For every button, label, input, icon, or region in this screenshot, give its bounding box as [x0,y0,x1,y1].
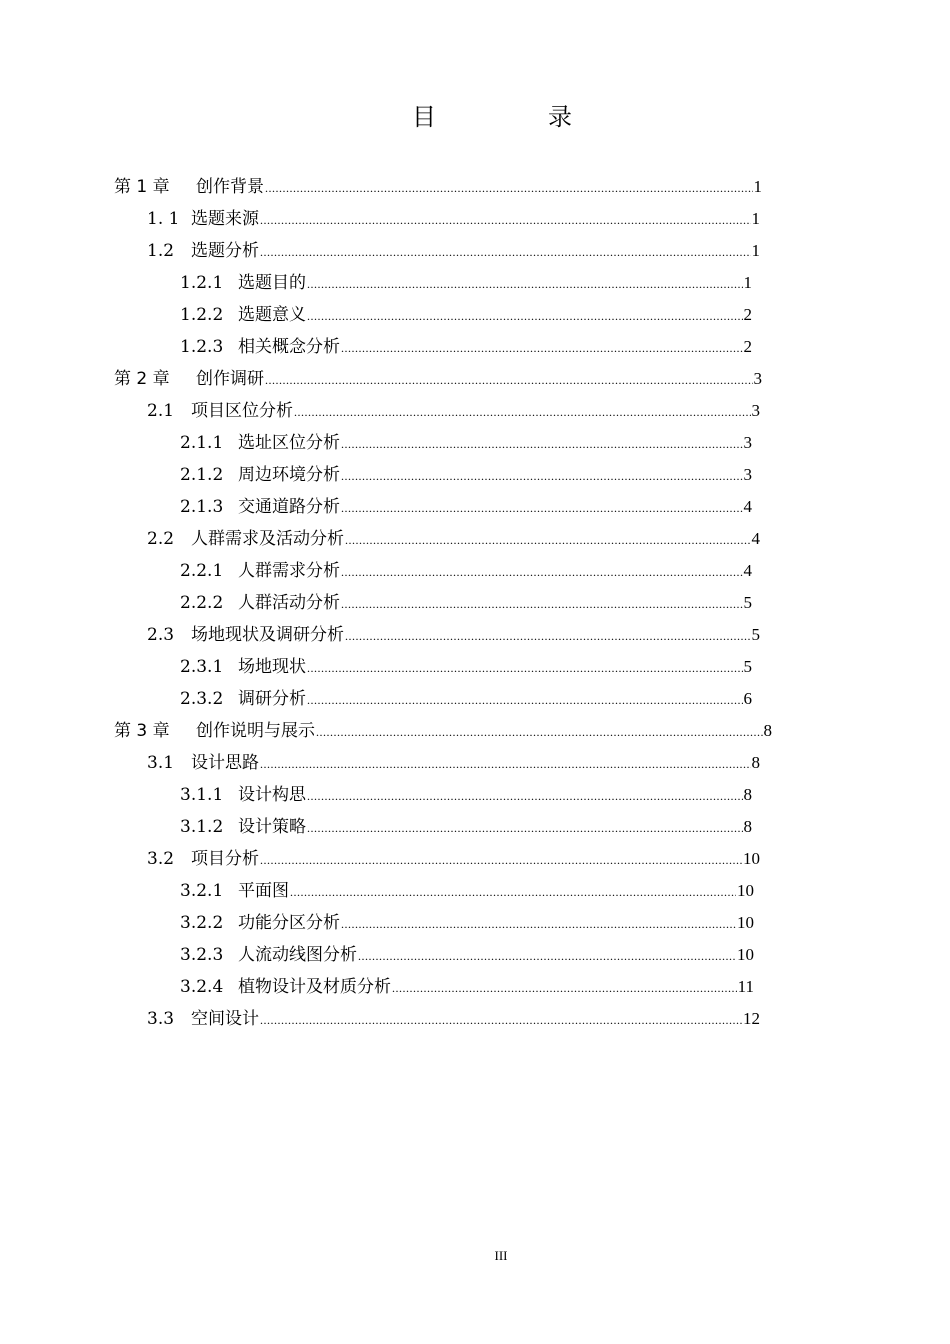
toc-dot-leader [341,556,743,588]
toc-entry[interactable] [180,779,752,811]
toc-dot-leader [345,524,751,556]
toc-entry-page: 1 [751,209,760,228]
toc-entry[interactable] [180,811,752,843]
toc-entry-number: 3.2 [147,849,175,869]
toc-entry-number: 3.1 [147,753,175,773]
toc-dot-leader [290,876,736,908]
toc-entry-label: 人群活动分析 [238,593,340,613]
toc-entry-number: 3.2.3 [180,945,224,965]
toc-entry[interactable] [147,843,760,875]
toc-entry-label: 项目分析 [191,849,259,869]
toc-entry-label: 功能分区分析 [238,913,340,933]
toc-entry[interactable] [180,651,752,683]
toc-entry[interactable] [180,267,752,299]
toc-dot-leader [341,492,743,524]
toc-entry-label: 选题意义 [238,305,306,325]
toc-entry-page: 8 [751,753,760,772]
toc-entry[interactable] [180,875,754,907]
toc-entry[interactable] [180,907,754,939]
toc-dot-leader [341,332,743,364]
toc-entry-page: 10 [737,945,754,964]
toc-entry-page: 4 [743,561,752,580]
toc-entry-label: 场地现状 [238,657,306,677]
toc-entry-label: 调研分析 [238,689,306,709]
toc-entry[interactable] [180,683,752,715]
toc-entry-number: 3.2.2 [180,913,224,933]
toc-dot-leader [341,908,736,940]
toc-entry-number: 1.2.3 [180,337,224,357]
toc-entry[interactable] [114,363,762,395]
toc-entry-number: 3.1.2 [180,817,224,837]
toc-dot-leader [345,620,751,652]
toc-entry-page: 5 [743,657,752,676]
toc-entry-page: 1 [743,273,752,292]
toc-entry-label: 人流动线图分析 [238,945,357,965]
toc-entry[interactable] [147,523,760,555]
toc-entry-page: 5 [751,625,760,644]
toc-entry-number: 3.2.1 [180,881,224,901]
toc-entry[interactable] [180,331,752,363]
toc-entry-page: 8 [743,785,752,804]
toc-entry-page: 1 [751,241,760,260]
toc-entry-number: 第 3 章 [114,721,170,741]
toc-entry[interactable] [147,235,760,267]
toc-dot-leader [265,364,753,396]
toc-entry-number: 3.1.1 [180,785,224,805]
toc-dot-leader [307,780,743,812]
toc-entry[interactable] [147,203,760,235]
toc-entry[interactable] [147,619,760,651]
toc-entry-page: 5 [743,593,752,612]
toc-entry-page: 10 [743,849,760,868]
toc-entry[interactable] [147,747,760,779]
toc-entry-label: 植物设计及材质分析 [238,977,391,997]
toc-dot-leader [260,844,742,876]
toc-entry-label: 相关概念分析 [238,337,340,357]
toc-entry-label: 选题来源 [191,209,259,229]
toc-entry[interactable] [114,171,762,203]
toc-entry-label: 人群需求及活动分析 [191,529,344,549]
toc-entry-number: 2.3.1 [180,657,224,677]
toc-entry-label: 选址区位分析 [238,433,340,453]
toc-entry-label: 项目区位分析 [191,401,293,421]
toc-entry-label: 交通道路分析 [238,497,340,517]
toc-entry[interactable] [180,427,752,459]
toc-entry[interactable] [180,555,752,587]
toc-dot-leader [392,972,737,1004]
toc-entry-page: 3 [743,465,752,484]
toc-entry-page: 8 [763,721,772,740]
toc-entry-page: 10 [737,913,754,932]
toc-entry-number: 2.3.2 [180,689,224,709]
toc-dot-leader [341,460,743,492]
toc-title: 目 录 [412,103,616,131]
toc-dot-leader [341,428,743,460]
toc-entry-number: 2.1.3 [180,497,224,517]
toc-entry-number: 2.1 [147,401,175,421]
toc-dot-leader [307,684,743,716]
toc-entry-page: 2 [743,305,752,324]
toc-dot-leader [316,716,763,748]
toc-entry-page: 2 [743,337,752,356]
toc-entry-number: 3.2.4 [180,977,224,997]
toc-entry-page: 3 [753,369,762,388]
toc-entry[interactable] [114,715,772,747]
toc-entry-page: 4 [751,529,760,548]
toc-entry-page: 11 [737,977,754,996]
toc-entry-number: 2.2 [147,529,175,549]
toc-entry[interactable] [180,299,752,331]
toc-dot-leader [341,588,743,620]
toc-entry[interactable] [180,587,752,619]
toc-dot-leader [260,1004,742,1036]
toc-entry-label: 场地现状及调研分析 [191,625,344,645]
toc-dot-leader [307,300,743,332]
toc-entry-number: 2.2.2 [180,593,224,613]
toc-entry-page: 1 [753,177,762,196]
toc-entry-number: 2.1.1 [180,433,224,453]
toc-entry-number: 2.2.1 [180,561,224,581]
page-footer-number: III [494,1248,508,1263]
toc-entry-label: 创作说明与展示 [196,721,315,741]
toc-entry-number: 2.1.2 [180,465,224,485]
toc-dot-leader [358,940,736,972]
toc-dot-leader [307,652,743,684]
toc-entry-label: 选题目的 [238,273,306,293]
toc-entry-label: 创作调研 [196,369,264,389]
toc-dot-leader [260,748,751,780]
toc-entry-label: 选题分析 [191,241,259,261]
toc-entry-page: 6 [743,689,752,708]
toc-dot-leader [294,396,751,428]
toc-entry[interactable] [180,491,752,523]
toc-dot-leader [260,204,751,236]
toc-entry-number: 3.3 [147,1009,175,1029]
toc-entry-label: 创作背景 [196,177,264,197]
toc-entry-number: 1. 1 [147,209,180,229]
toc-entry[interactable] [180,939,754,971]
toc-entry[interactable] [180,971,754,1003]
toc-entry-page: 3 [743,433,752,452]
toc-entry-page: 3 [751,401,760,420]
toc-entry[interactable] [180,459,752,491]
toc-entry[interactable] [147,1003,760,1035]
toc-entry-number: 第 1 章 [114,177,170,197]
toc-entry-label: 平面图 [238,881,289,901]
toc-entry-page: 12 [743,1009,760,1028]
toc-entry-number: 1.2.2 [180,305,224,325]
toc-entry[interactable] [147,395,760,427]
toc-entry-page: 10 [737,881,754,900]
toc-entry-label: 周边环境分析 [238,465,340,485]
toc-dot-leader [260,236,751,268]
toc-entry-label: 设计构思 [238,785,306,805]
toc-entry-number: 第 2 章 [114,369,170,389]
toc-entry-number: 1.2.1 [180,273,224,293]
toc-dot-leader [307,812,743,844]
toc-entry-label: 设计思路 [191,753,259,773]
toc-entry-label: 人群需求分析 [238,561,340,581]
toc-dot-leader [307,268,743,300]
toc-entry-page: 8 [743,817,752,836]
toc-dot-leader [265,172,753,204]
toc-entry-label: 空间设计 [191,1009,259,1029]
toc-entry-page: 4 [743,497,752,516]
toc-entry-number: 2.3 [147,625,175,645]
toc-entry-label: 设计策略 [238,817,306,837]
toc-entry-number: 1.2 [147,241,175,261]
